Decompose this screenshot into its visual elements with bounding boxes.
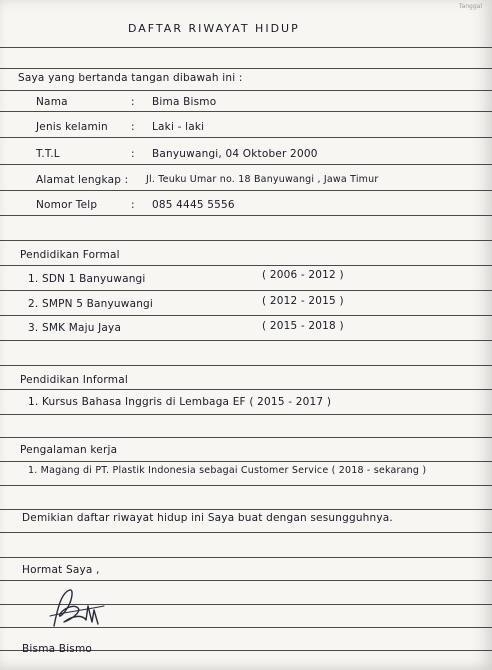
intro-text: Saya yang bertanda tangan dibawah ini : [18, 72, 243, 84]
name-label: Nama [36, 96, 68, 108]
formal-heading: Pendidikan Formal [20, 249, 120, 261]
rule-line [0, 485, 492, 486]
formal-years: ( 2015 - 2018 ) [262, 320, 344, 332]
experience-item: 1. Magang di PT. Plastik Indonesia sebagai Customer Service ( 2018 - sekarang ) [28, 465, 427, 476]
rule-line [0, 137, 492, 138]
rule-line [0, 580, 492, 581]
rule-line [0, 461, 492, 462]
informal-item: 1. Kursus Bahasa Inggris di Lembaga EF ( 2015 - 2017 ) [28, 396, 332, 408]
informal-heading: Pendidikan Informal [20, 374, 128, 386]
rule-line [0, 90, 492, 91]
phone-value: 085 4445 5556 [152, 199, 235, 211]
document-title: DAFTAR RIWAYAT HIDUP [128, 22, 300, 35]
rule-line [0, 315, 492, 316]
birth-separator: : [131, 148, 135, 160]
rule-line [0, 47, 492, 48]
rule-line [0, 190, 492, 191]
rule-line [0, 365, 492, 366]
rule-line [0, 509, 492, 510]
address-label: Alamat lengkap : [36, 174, 129, 186]
name-separator: : [131, 96, 135, 108]
formal-school: 2. SMPN 5 Banyuwangi [28, 298, 154, 310]
formal-school: 3. SMK Maju Jaya [28, 322, 122, 334]
rule-line [0, 340, 492, 341]
name-value: Bima Bismo [152, 96, 217, 108]
rule-line [0, 111, 492, 112]
rule-line [0, 68, 492, 69]
rule-line [0, 532, 492, 533]
rule-line [0, 437, 492, 438]
address-value: Jl. Teuku Umar no. 18 Banyuwangi , Jawa Timur [146, 174, 379, 185]
experience-heading: Pengalaman kerja [20, 444, 118, 456]
rule-line [0, 164, 492, 165]
rule-line [0, 389, 492, 390]
date-label: Tanggal [458, 3, 482, 10]
signature-greeting: Hormat Saya , [22, 564, 100, 576]
signature-name: Bisma Bismo [22, 643, 93, 655]
handwritten-signature [48, 586, 108, 632]
formal-school: 1. SDN 1 Banyuwangi [28, 273, 146, 285]
gender-separator: : [131, 121, 135, 133]
rule-line [0, 265, 492, 266]
rule-line [0, 414, 492, 415]
rule-line [0, 290, 492, 291]
phone-label: Nomor Telp [36, 199, 98, 211]
gender-value: Laki - laki [152, 121, 205, 133]
rule-line [0, 240, 492, 241]
formal-years: ( 2006 - 2012 ) [262, 269, 344, 281]
phone-separator: : [131, 199, 135, 211]
rule-line [0, 215, 492, 216]
rule-line [0, 557, 492, 558]
formal-years: ( 2012 - 2015 ) [262, 295, 344, 307]
gender-label: Jenis kelamin [36, 121, 108, 133]
birth-label: T.T.L [36, 148, 60, 160]
closing-statement: Demikian daftar riwayat hidup ini Saya buat dengan sesungguhnya. [22, 512, 393, 524]
birth-value: Banyuwangi, 04 Oktober 2000 [152, 148, 318, 160]
